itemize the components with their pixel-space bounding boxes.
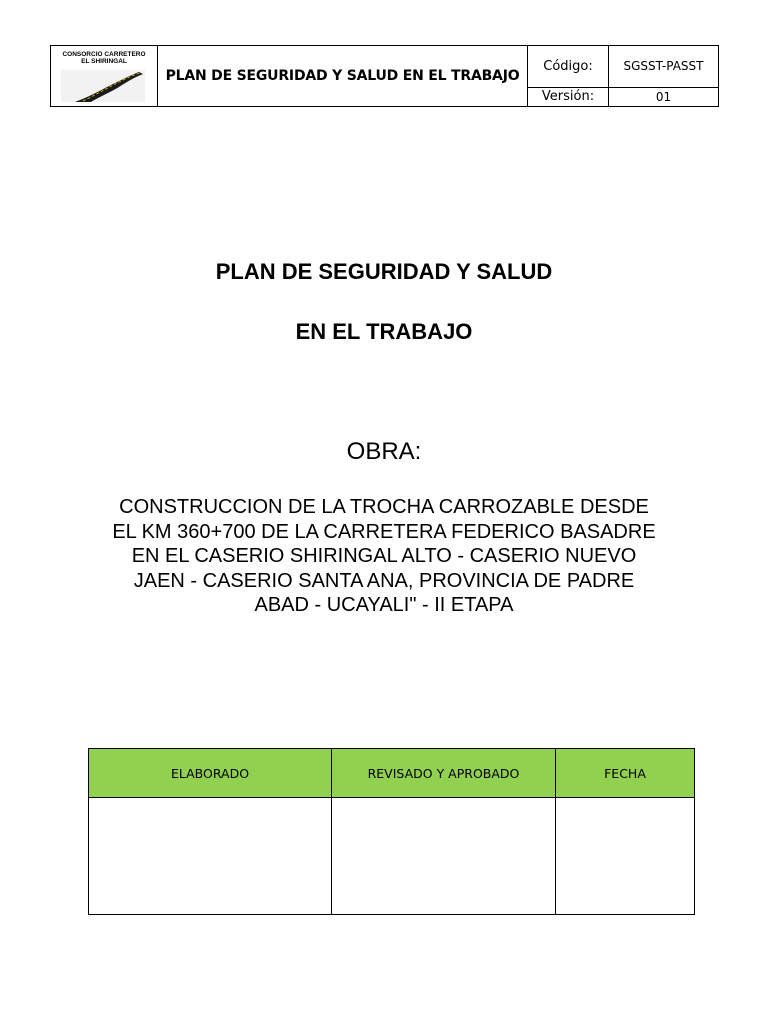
col-revisado-aprobado: REVISADO Y APROBADO: [332, 749, 556, 798]
col-elaborado: ELABORADO: [89, 749, 332, 798]
fecha-cell: [556, 798, 695, 915]
code-label: Código:: [528, 46, 609, 88]
revisado-aprobado-cell: [332, 798, 556, 915]
document-header: [50, 45, 719, 107]
document-title: PLAN DE SEGURIDAD Y SALUD EN EL TRABAJO: [158, 46, 528, 107]
version-value: 01: [609, 87, 719, 106]
approval-table: [88, 748, 695, 915]
obra-line: JAEN - CASERIO SANTA ANA, PROVINCIA DE PADRE: [133, 569, 635, 592]
obra-description: [100, 495, 668, 618]
approval-table-row: [89, 798, 695, 915]
obra-line: CONSTRUCCION DE LA TROCHA CARROZABLE DESDE: [119, 496, 649, 518]
col-fecha: FECHA: [556, 749, 695, 798]
obra-label: OBRA:: [346, 438, 422, 465]
main-title-line1: PLAN DE SEGURIDAD Y SALUD: [215, 259, 553, 284]
version-label: Versión:: [528, 87, 609, 106]
logo-text: CONSORCIO CARRETERO EL SHIRINGAL: [62, 51, 146, 65]
approval-table-header: [89, 749, 695, 798]
main-title-line2: EN EL TRABAJO: [295, 319, 473, 344]
company-logo: [51, 46, 158, 107]
obra-line: EN EL CASERIO SHIRINGAL ALTO - CASERIO NUEVO: [131, 545, 637, 567]
code-value: SGSST-PASST: [609, 46, 719, 88]
obra-line: EL KM 360+700 DE LA CARRETERA FEDERICO BASADRE: [112, 520, 656, 543]
road-logo-icon: [61, 70, 145, 102]
obra-line: ABAD - UCAYALI" - II ETAPA: [254, 594, 514, 616]
elaborado-cell: [89, 798, 332, 915]
